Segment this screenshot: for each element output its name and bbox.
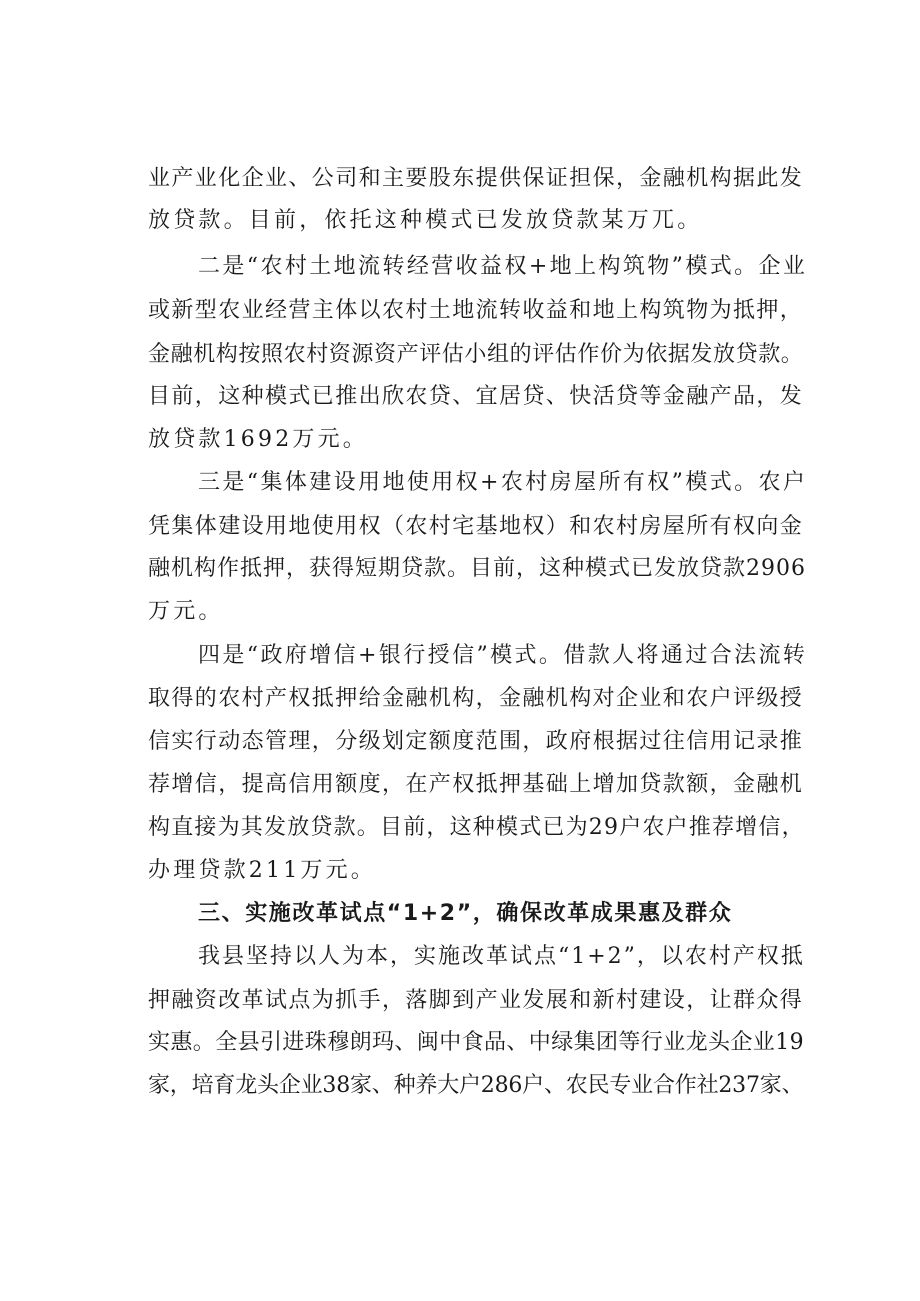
paragraph-2-line-4: 目前，这种模式已推出欣农贷、宜居贷、快活贷等金融产品，发 bbox=[148, 384, 804, 409]
paragraph-1-line-1: 业产业化企业、公司和主要股东提供保证担保，金融机构据此发 bbox=[148, 166, 804, 191]
paragraph-4-line-3: 信实行动态管理，分级划定额度范围，政府根据过往信用记录推 bbox=[148, 729, 804, 754]
section-heading: 三、实施改革试点“1+2”，确保改革成果惠及群众 bbox=[198, 901, 733, 926]
paragraph-4-line-4: 荐增信，提高信用额度，在产权抵押基础上增加贷款额，金融机 bbox=[148, 772, 804, 797]
paragraph-5-line-2: 押融资改革试点为抓手，落脚到产业发展和新村建设，让群众得 bbox=[148, 988, 804, 1013]
paragraph-3-line-1: 三是“集体建设用地使用权+农村房屋所有权”模式。农户 bbox=[198, 470, 808, 495]
paragraph-2-line-3: 金融机构按照农村资源资产评估小组的评估作价为依据发放贷款。 bbox=[148, 342, 804, 367]
paragraph-5-line-3: 实惠。全县引进珠穆朗玛、闽中食品、中绿集团等行业龙头企业19 bbox=[148, 1030, 804, 1055]
paragraph-3-line-4: 万元。 bbox=[148, 599, 224, 624]
paragraph-3-line-3: 融机构作抵押，获得短期贷款。目前，这种模式已发放贷款2906 bbox=[148, 556, 806, 581]
paragraph-5-line-1: 我县坚持以人为本，实施改革试点“1+2”，以农村产权抵 bbox=[198, 944, 805, 969]
paragraph-2-line-5: 放贷款1692万元。 bbox=[148, 427, 368, 452]
paragraph-2-line-1: 二是“农村土地流转经营收益权+地上构筑物”模式。企业 bbox=[198, 254, 808, 279]
paragraph-4-line-1: 四是“政府增信+银行授信”模式。借款人将通过合法流转 bbox=[198, 643, 808, 668]
paragraph-3-line-2: 凭集体建设用地使用权（农村宅基地权）和农村房屋所有权向金 bbox=[148, 514, 804, 539]
paragraph-4-line-5: 构直接为其发放贷款。目前，这种模式已为29户农户推荐增信， bbox=[148, 815, 805, 840]
paragraph-4-line-2: 取得的农村产权抵押给金融机构，金融机构对企业和农户评级授 bbox=[148, 686, 804, 711]
paragraph-4-line-6: 办理贷款211万元。 bbox=[148, 858, 376, 883]
paragraph-1-line-2: 放贷款。目前，依托这种模式已发放贷款某万兀。 bbox=[148, 208, 703, 233]
paragraph-2-line-2: 或新型农业经营主体以农村土地流转收益和地上构筑物为抵押， bbox=[148, 298, 804, 323]
paragraph-5-line-4: 家，培育龙头企业38家、种养大户286户、农民专业合作社237家、 bbox=[148, 1073, 804, 1098]
